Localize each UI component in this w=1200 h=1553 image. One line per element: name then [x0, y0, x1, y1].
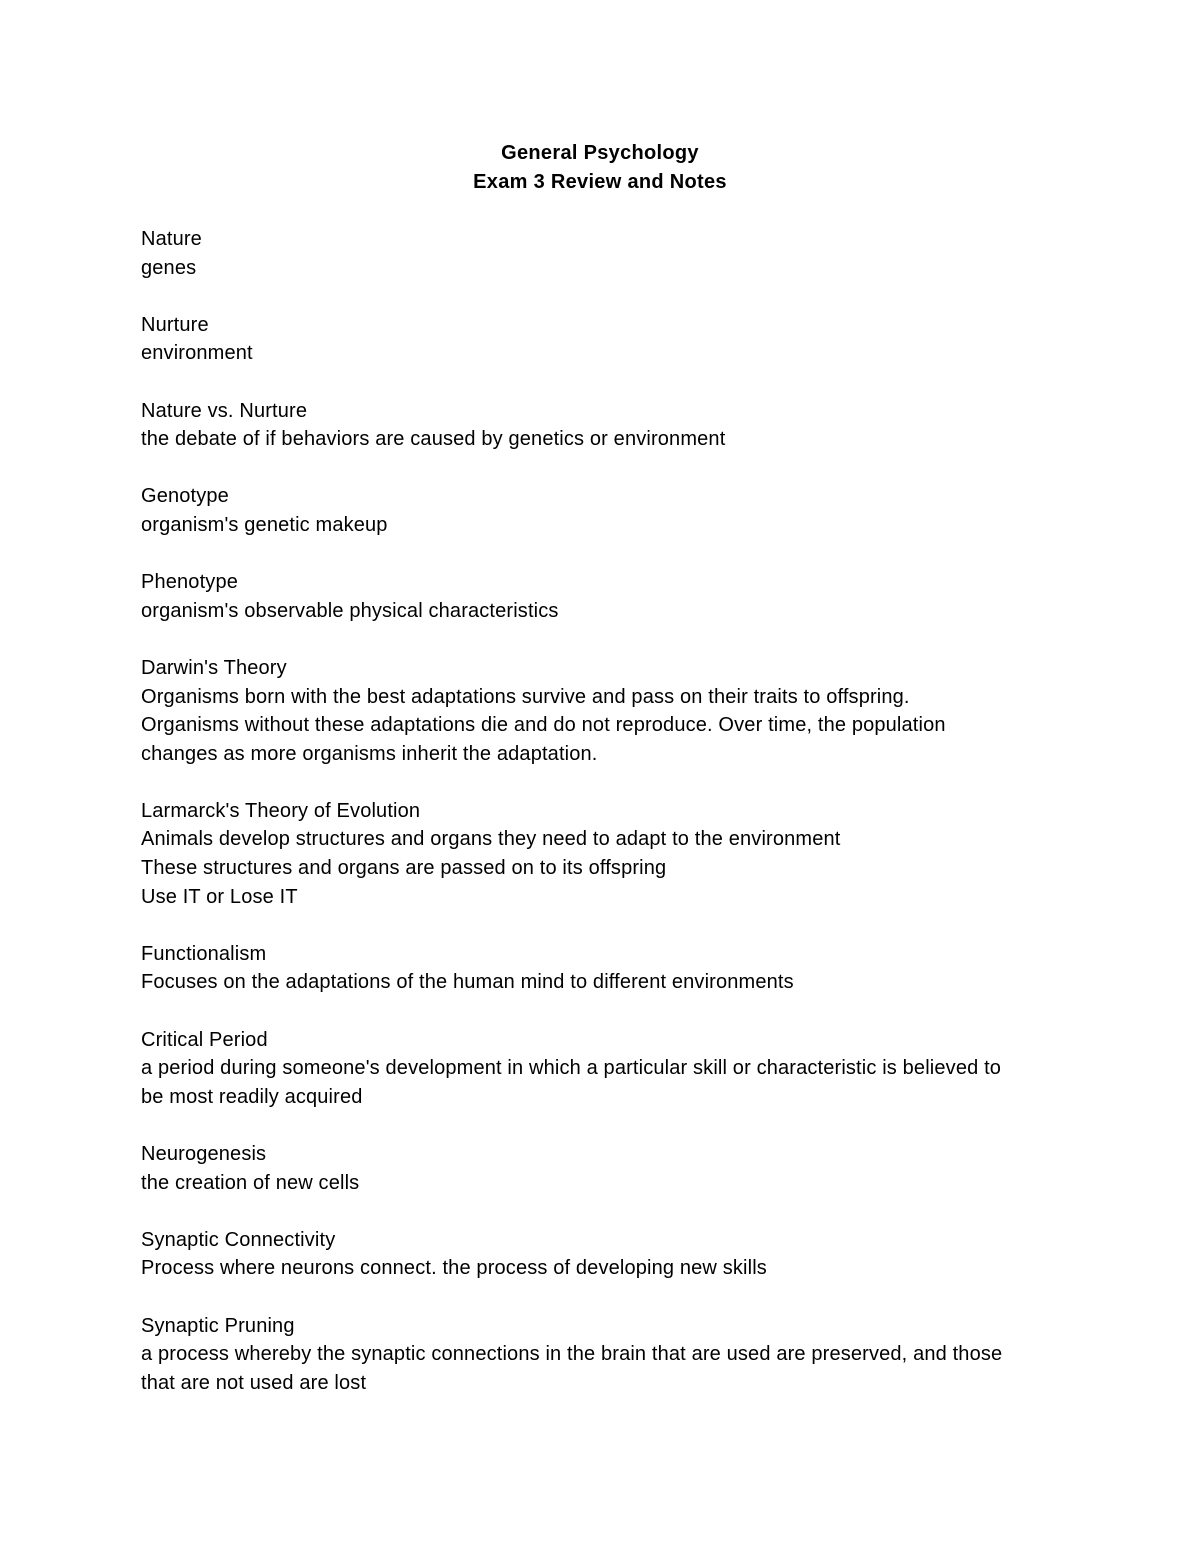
entry-definition-line: that are not used are lost: [141, 1371, 367, 1394]
glossary-entry: [141, 225, 1071, 282]
entry-term: Nature: [141, 228, 202, 250]
entry-definition-line: be most readily acquired: [141, 1085, 363, 1108]
glossary-entry: [141, 940, 1071, 997]
entry-term: Synaptic Pruning: [141, 1314, 295, 1337]
glossary-entry: [141, 482, 1071, 539]
glossary-entry: [141, 1026, 1071, 1112]
entry-definition-line: Use IT or Lose IT: [141, 885, 298, 908]
entry-term: Nurture: [141, 313, 209, 336]
document-title: General Psychology: [501, 142, 699, 164]
entry-term: Larmarck's Theory of Evolution: [141, 799, 421, 822]
entry-term: Darwin's Theory: [141, 656, 287, 679]
entry-term: Genotype: [141, 485, 229, 508]
glossary-entry: [141, 397, 1071, 454]
entry-definition-line: a period during someone's development in which a particular skill or characteristic is believed to: [141, 1057, 1002, 1080]
entry-term: Neurogenesis: [141, 1143, 267, 1165]
glossary-body: [141, 225, 1071, 1426]
glossary-entry: [141, 654, 1071, 768]
entry-definition-line: changes as more organisms inherit the adaptation.: [141, 742, 598, 765]
entry-term: Functionalism: [141, 942, 267, 965]
glossary-entry: [141, 797, 1071, 911]
document-subtitle: Exam 3 Review and Notes: [473, 171, 727, 193]
glossary-entry: [141, 568, 1071, 625]
entry-definition-line: Animals develop structures and organs they need to adapt to the environment: [141, 828, 841, 851]
entry-definition-line: Organisms without these adaptations die and do not reproduce. Over time, the population: [141, 714, 946, 737]
entry-definition-line: Process where neurons connect. the process of developing new skills: [141, 1257, 767, 1280]
entry-definition-line: the debate of if behaviors are caused by genetics or environment: [141, 428, 726, 451]
entry-term: Nature vs. Nurture: [141, 399, 308, 422]
entry-definition-line: organism's genetic makeup: [141, 513, 388, 536]
entry-term: Phenotype: [141, 571, 238, 594]
entry-definition-line: organism's observable physical characteristics: [141, 599, 559, 622]
entry-term: Critical Period: [141, 1028, 268, 1051]
glossary-entry: [141, 1140, 1071, 1197]
entry-definition-line: a process whereby the synaptic connections in the brain that are used are preserved, and those: [141, 1343, 1003, 1366]
glossary-entry: [141, 1226, 1071, 1283]
entry-definition-line: Focuses on the adaptations of the human mind to different environments: [141, 971, 794, 994]
entry-definition-line: genes: [141, 256, 197, 279]
glossary-entry: [141, 1312, 1071, 1398]
glossary-entry: [141, 311, 1071, 368]
document-header: [0, 139, 1200, 197]
entry-definition-line: environment: [141, 342, 253, 365]
entry-definition-line: the creation of new cells: [141, 1171, 360, 1194]
entry-definition-line: Organisms born with the best adaptations survive and pass on their traits to offspring.: [141, 685, 910, 708]
entry-definition-line: These structures and organs are passed on to its offspring: [141, 857, 667, 880]
entry-term: Synaptic Connectivity: [141, 1228, 336, 1251]
